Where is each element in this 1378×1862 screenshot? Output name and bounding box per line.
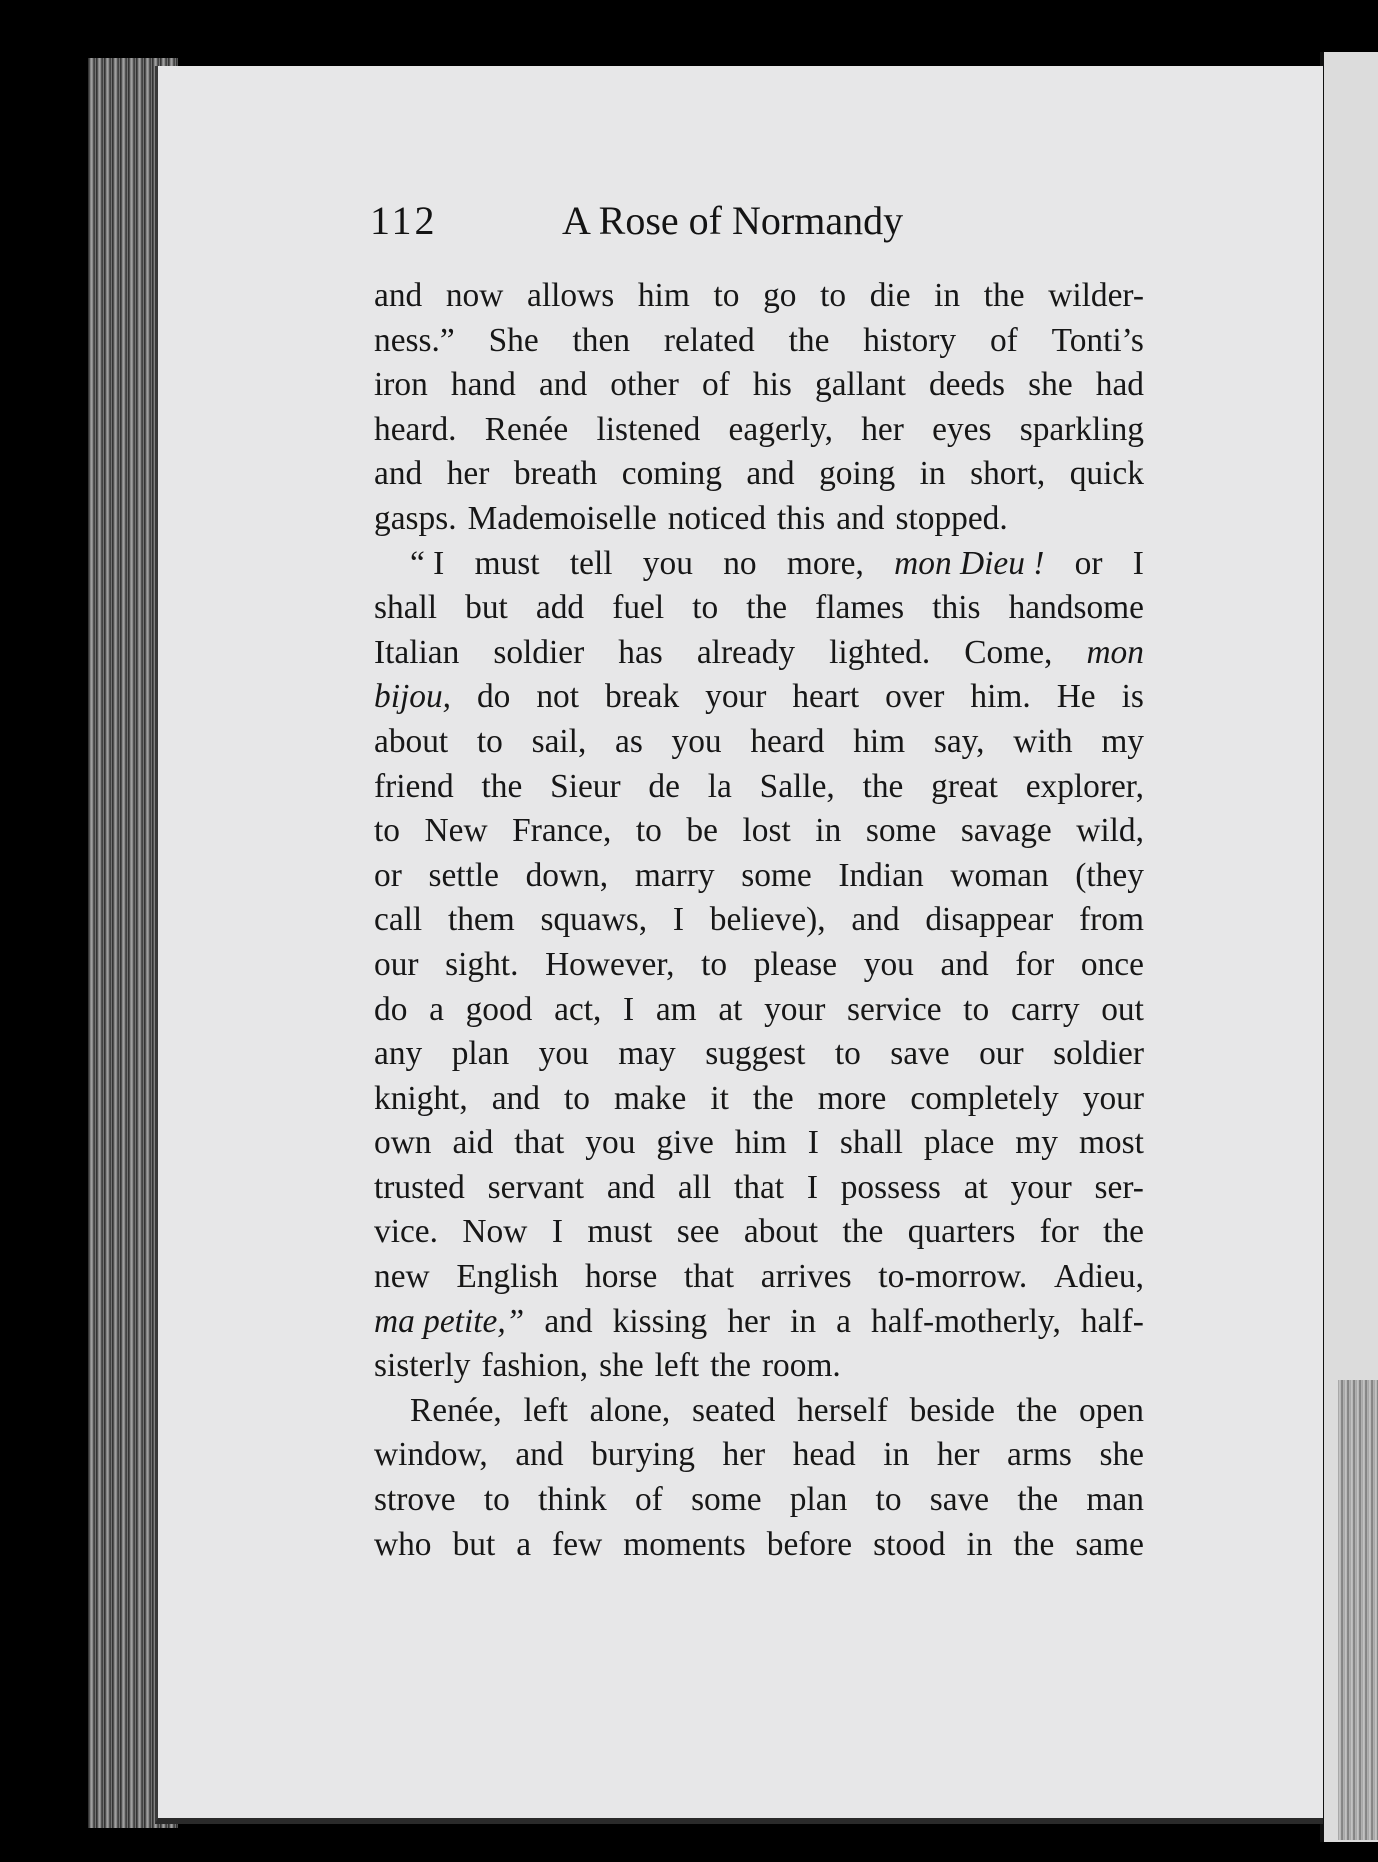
word: before xyxy=(766,1525,853,1563)
word: the xyxy=(710,1347,751,1385)
text-line xyxy=(374,319,1144,364)
word: or xyxy=(374,856,402,894)
word: and xyxy=(515,1436,564,1474)
word: quarters xyxy=(907,1213,1016,1251)
word: English xyxy=(456,1258,559,1296)
word: wilder- xyxy=(1048,277,1144,314)
word: a xyxy=(836,1302,851,1340)
word: to xyxy=(713,277,740,314)
word: settle xyxy=(428,856,499,894)
word: any xyxy=(374,1035,423,1073)
word: the xyxy=(862,767,904,805)
text-line xyxy=(374,988,1144,1033)
word: you xyxy=(671,722,722,760)
word: room. xyxy=(761,1347,841,1385)
word: or xyxy=(1074,544,1103,582)
word: him xyxy=(637,277,690,314)
word: break xyxy=(605,678,680,716)
word: soldier xyxy=(493,633,585,671)
word: Sieur xyxy=(550,767,621,805)
word: ness.” xyxy=(374,321,455,359)
word: man xyxy=(1086,1481,1144,1519)
word: do xyxy=(374,990,408,1028)
word: I xyxy=(623,990,635,1028)
word: and xyxy=(940,945,989,983)
word: who xyxy=(374,1525,432,1563)
word: history xyxy=(863,321,957,359)
word: most xyxy=(1078,1124,1144,1162)
word: them xyxy=(447,901,515,939)
word: beside xyxy=(909,1391,995,1429)
word: to xyxy=(483,1481,510,1519)
word: carry xyxy=(1010,990,1080,1028)
word: Salle, xyxy=(759,767,835,805)
word: sparkling xyxy=(1019,410,1144,448)
running-title: A Rose of Normandy xyxy=(562,198,904,243)
word: Renée, xyxy=(410,1391,502,1429)
text-line xyxy=(374,1255,1144,1300)
word: lighted. xyxy=(829,633,931,671)
word: moments xyxy=(623,1525,746,1563)
word: once xyxy=(1080,945,1144,983)
word: already xyxy=(696,633,796,671)
word: his xyxy=(752,366,792,404)
text-line xyxy=(374,765,1144,810)
word: Renée xyxy=(484,410,569,448)
word: the xyxy=(1017,1481,1059,1519)
word: to xyxy=(820,277,847,314)
word: you xyxy=(863,945,914,983)
word: half-motherly, xyxy=(871,1302,1061,1340)
word: the xyxy=(1016,1391,1058,1429)
word: fashion, xyxy=(481,1347,589,1385)
word: your xyxy=(1082,1079,1144,1117)
word: soldier xyxy=(1053,1035,1144,1073)
text-line xyxy=(374,1523,1144,1568)
word: you xyxy=(642,544,693,582)
word: some xyxy=(865,812,937,850)
word: at xyxy=(963,1168,988,1206)
word: for xyxy=(1039,1213,1079,1251)
word: squaws, xyxy=(540,901,648,939)
word: other xyxy=(610,366,679,404)
word: arms xyxy=(1007,1436,1072,1474)
word: handsome xyxy=(1008,589,1144,627)
text-line xyxy=(374,1389,1144,1434)
word: him xyxy=(853,722,906,760)
word: place xyxy=(923,1124,995,1162)
text-line xyxy=(374,1478,1144,1523)
word: as xyxy=(615,722,643,760)
word: wild, xyxy=(1076,812,1144,850)
word: She xyxy=(488,321,539,359)
text-line xyxy=(374,1344,1144,1389)
word: now xyxy=(445,277,504,314)
word: the xyxy=(842,1213,884,1251)
word: this xyxy=(777,499,826,537)
word: that xyxy=(733,1168,785,1206)
word: woman xyxy=(950,856,1049,894)
word: go xyxy=(763,277,797,314)
word: great xyxy=(931,767,998,805)
word: she xyxy=(1028,366,1073,404)
word: at xyxy=(718,990,743,1028)
word: the xyxy=(788,321,830,359)
word: alone, xyxy=(589,1391,671,1429)
word: service xyxy=(847,990,942,1028)
word: I xyxy=(672,901,685,939)
word: own xyxy=(374,1124,432,1162)
word: fuel xyxy=(612,589,665,627)
word: iron xyxy=(374,366,428,404)
word: not xyxy=(536,678,580,716)
word: the xyxy=(1013,1525,1055,1563)
word: out xyxy=(1101,990,1144,1028)
text-line xyxy=(374,274,1144,319)
word: short, xyxy=(970,455,1046,493)
word: marry xyxy=(634,856,715,894)
word: and xyxy=(544,1302,593,1340)
word: shall xyxy=(839,1124,903,1162)
word: France, xyxy=(512,812,612,850)
word: over xyxy=(885,678,945,716)
word: I xyxy=(1132,544,1144,582)
text-line xyxy=(374,452,1144,497)
word: our xyxy=(979,1035,1024,1073)
word: and xyxy=(374,455,423,493)
word: in xyxy=(966,1525,993,1563)
word: to xyxy=(875,1481,902,1519)
word: in xyxy=(919,455,946,493)
word: my xyxy=(1101,722,1144,760)
word: to-morrow. xyxy=(878,1258,1028,1296)
word: the xyxy=(746,589,788,627)
word: down, xyxy=(525,856,609,894)
word: He xyxy=(1056,678,1096,716)
word: same xyxy=(1075,1525,1144,1563)
text-line xyxy=(374,1300,1144,1345)
word: sail, xyxy=(531,722,587,760)
word: lost xyxy=(742,812,791,850)
text-line xyxy=(374,809,1144,854)
word: her xyxy=(727,1302,770,1340)
word: to xyxy=(476,722,503,760)
word: and xyxy=(374,277,423,314)
word: plan xyxy=(789,1481,848,1519)
word: and xyxy=(538,366,588,404)
word: half- xyxy=(1080,1302,1144,1340)
word: breath xyxy=(513,455,598,493)
text-line xyxy=(374,1166,1144,1211)
word: has xyxy=(618,633,663,671)
text-line xyxy=(374,898,1144,943)
word: However, xyxy=(545,945,675,983)
word: do xyxy=(476,678,511,716)
word: bijou, xyxy=(374,678,451,716)
word: heart xyxy=(792,678,860,716)
word: with xyxy=(1013,722,1073,760)
word: in xyxy=(883,1436,910,1474)
word: to xyxy=(374,812,400,850)
running-header xyxy=(370,197,1150,247)
word: save xyxy=(890,1035,950,1073)
word: stopped. xyxy=(895,499,1008,537)
word: listened xyxy=(596,410,701,448)
word: de xyxy=(648,767,680,805)
word: heard xyxy=(750,722,825,760)
word: tell xyxy=(569,544,613,582)
word: vice. xyxy=(374,1213,438,1251)
word: more, xyxy=(786,544,864,582)
word: die xyxy=(869,277,911,314)
word: she xyxy=(599,1347,644,1385)
word: sight. xyxy=(445,945,519,983)
word: coming xyxy=(621,455,722,493)
word: gasps. xyxy=(374,499,457,537)
word: trusted xyxy=(374,1168,465,1206)
word: friend xyxy=(374,767,454,805)
word: say, xyxy=(933,722,985,760)
word: to xyxy=(692,589,719,627)
word: that xyxy=(514,1124,565,1162)
text-line xyxy=(374,1032,1144,1077)
word: be xyxy=(686,812,718,850)
word: may xyxy=(618,1035,676,1073)
word: to xyxy=(963,990,990,1028)
word: related xyxy=(663,321,755,359)
word: must xyxy=(474,544,540,582)
text-line xyxy=(374,854,1144,899)
word: eyes xyxy=(932,410,992,448)
word: suggest xyxy=(705,1035,806,1073)
word: heard. xyxy=(374,410,457,448)
word: the xyxy=(983,277,1025,314)
word: the xyxy=(1103,1213,1144,1251)
word: Indian xyxy=(838,856,924,894)
word: horse xyxy=(585,1258,658,1296)
word: had xyxy=(1095,366,1144,404)
word: left xyxy=(654,1347,700,1385)
word: arrives xyxy=(760,1258,852,1296)
word: flames xyxy=(815,589,905,627)
word: no xyxy=(723,544,757,582)
word: about xyxy=(743,1213,819,1251)
word: strove xyxy=(374,1481,456,1519)
text-line xyxy=(374,943,1144,988)
word: mon Dieu ! xyxy=(894,544,1045,582)
word: of xyxy=(989,321,1018,359)
word: window, xyxy=(374,1436,488,1474)
word: then xyxy=(572,321,631,359)
text-line xyxy=(374,363,1144,408)
word: Adieu, xyxy=(1053,1258,1144,1296)
word: kissing xyxy=(612,1302,708,1340)
word: add xyxy=(535,589,585,627)
word: aid xyxy=(452,1124,494,1162)
word: knight, xyxy=(374,1079,468,1117)
word: “ I xyxy=(410,544,445,582)
word: some xyxy=(741,856,812,894)
word: about xyxy=(374,722,449,760)
word: my xyxy=(1015,1124,1058,1162)
word: all xyxy=(677,1168,712,1206)
word: a xyxy=(429,990,444,1028)
word: see xyxy=(676,1213,720,1251)
word: and xyxy=(851,901,900,939)
word: burying xyxy=(591,1436,695,1474)
word: her xyxy=(722,1436,766,1474)
word: our xyxy=(374,945,419,983)
word: some xyxy=(691,1481,762,1519)
word: of xyxy=(701,366,730,404)
text-line xyxy=(374,675,1144,720)
word: completely xyxy=(910,1079,1059,1117)
text-line xyxy=(374,542,1144,587)
word: in xyxy=(790,1302,817,1340)
word: open xyxy=(1079,1391,1144,1429)
word: new xyxy=(374,1258,430,1296)
word: Come, xyxy=(964,633,1053,671)
word: hand xyxy=(450,366,516,404)
word: think xyxy=(538,1481,607,1519)
text-line xyxy=(374,586,1144,631)
word: the xyxy=(481,767,523,805)
word: few xyxy=(552,1525,603,1563)
word: good xyxy=(465,990,533,1028)
word: give xyxy=(656,1124,714,1162)
word: ma petite,” xyxy=(374,1302,525,1340)
word: to xyxy=(563,1079,590,1117)
word: am xyxy=(655,990,697,1028)
word: your xyxy=(764,990,826,1028)
word: her xyxy=(936,1436,980,1474)
word: and xyxy=(491,1079,540,1117)
word: your xyxy=(1010,1168,1072,1206)
text-line xyxy=(374,1433,1144,1478)
word: I xyxy=(551,1213,563,1251)
word: you xyxy=(585,1124,636,1162)
word: but xyxy=(465,589,508,627)
word: must xyxy=(587,1213,653,1251)
text-line xyxy=(374,1210,1144,1255)
word: in xyxy=(934,277,961,314)
word: you xyxy=(538,1035,589,1073)
word: please xyxy=(753,945,838,983)
text-line xyxy=(374,720,1144,765)
word: for xyxy=(1015,945,1055,983)
word: make xyxy=(613,1079,687,1117)
word: him xyxy=(734,1124,787,1162)
word: going xyxy=(819,455,896,493)
facing-page-edges xyxy=(1338,1380,1378,1840)
word: it xyxy=(710,1079,729,1117)
text-line xyxy=(374,631,1144,676)
body-text xyxy=(374,274,1144,1567)
word: ser- xyxy=(1094,1168,1144,1206)
word: I xyxy=(806,1168,818,1206)
word: to xyxy=(701,945,728,983)
word: her xyxy=(861,410,904,448)
text-line xyxy=(374,1121,1144,1166)
word: a xyxy=(516,1525,532,1563)
word: to xyxy=(834,1035,861,1073)
word: possess xyxy=(840,1168,941,1206)
word: to xyxy=(635,812,662,850)
word: and xyxy=(746,455,795,493)
word: Mademoiselle xyxy=(467,499,657,537)
word: your xyxy=(705,678,767,716)
word: she xyxy=(1099,1436,1144,1474)
word: and xyxy=(606,1168,656,1206)
word: save xyxy=(929,1481,990,1519)
word: mon xyxy=(1086,633,1144,671)
word: disappear xyxy=(925,901,1054,939)
text-line xyxy=(374,1077,1144,1122)
word: seated xyxy=(691,1391,776,1429)
word: quick xyxy=(1069,455,1144,493)
word: believe), xyxy=(709,901,826,939)
word: plan xyxy=(451,1035,510,1073)
word: eagerly, xyxy=(728,410,833,448)
word: head xyxy=(792,1436,856,1474)
word: of xyxy=(634,1481,663,1519)
word: him. xyxy=(970,678,1031,716)
word: deeds xyxy=(928,366,1006,404)
word: act, xyxy=(554,990,602,1028)
word: the xyxy=(752,1079,794,1117)
word: that xyxy=(684,1258,735,1296)
word: I xyxy=(807,1124,819,1162)
word: (they xyxy=(1075,856,1144,894)
word: sisterly xyxy=(374,1347,471,1385)
word: explorer, xyxy=(1025,767,1144,805)
word: la xyxy=(707,767,732,805)
word: shall xyxy=(374,589,438,627)
word: herself xyxy=(797,1391,888,1429)
word: noticed xyxy=(667,499,767,537)
word: stood xyxy=(873,1525,946,1563)
word: her xyxy=(446,455,490,493)
word: this xyxy=(932,589,981,627)
word: but xyxy=(452,1525,496,1563)
word: gallant xyxy=(815,366,906,404)
word: in xyxy=(815,812,842,850)
word: left xyxy=(523,1391,568,1429)
word: servant xyxy=(487,1168,585,1206)
word: is xyxy=(1121,678,1144,716)
word: from xyxy=(1079,901,1144,939)
word: savage xyxy=(960,812,1052,850)
word: allows xyxy=(527,277,615,314)
text-line xyxy=(374,497,1144,542)
word: Tonti’s xyxy=(1051,321,1144,359)
word: more xyxy=(817,1079,887,1117)
word: New xyxy=(424,812,488,850)
word: Italian xyxy=(374,633,460,671)
word: call xyxy=(374,901,423,939)
word: and xyxy=(836,499,885,537)
page-number: 112 xyxy=(370,198,438,243)
word: Now xyxy=(462,1213,528,1251)
text-line xyxy=(374,408,1144,453)
